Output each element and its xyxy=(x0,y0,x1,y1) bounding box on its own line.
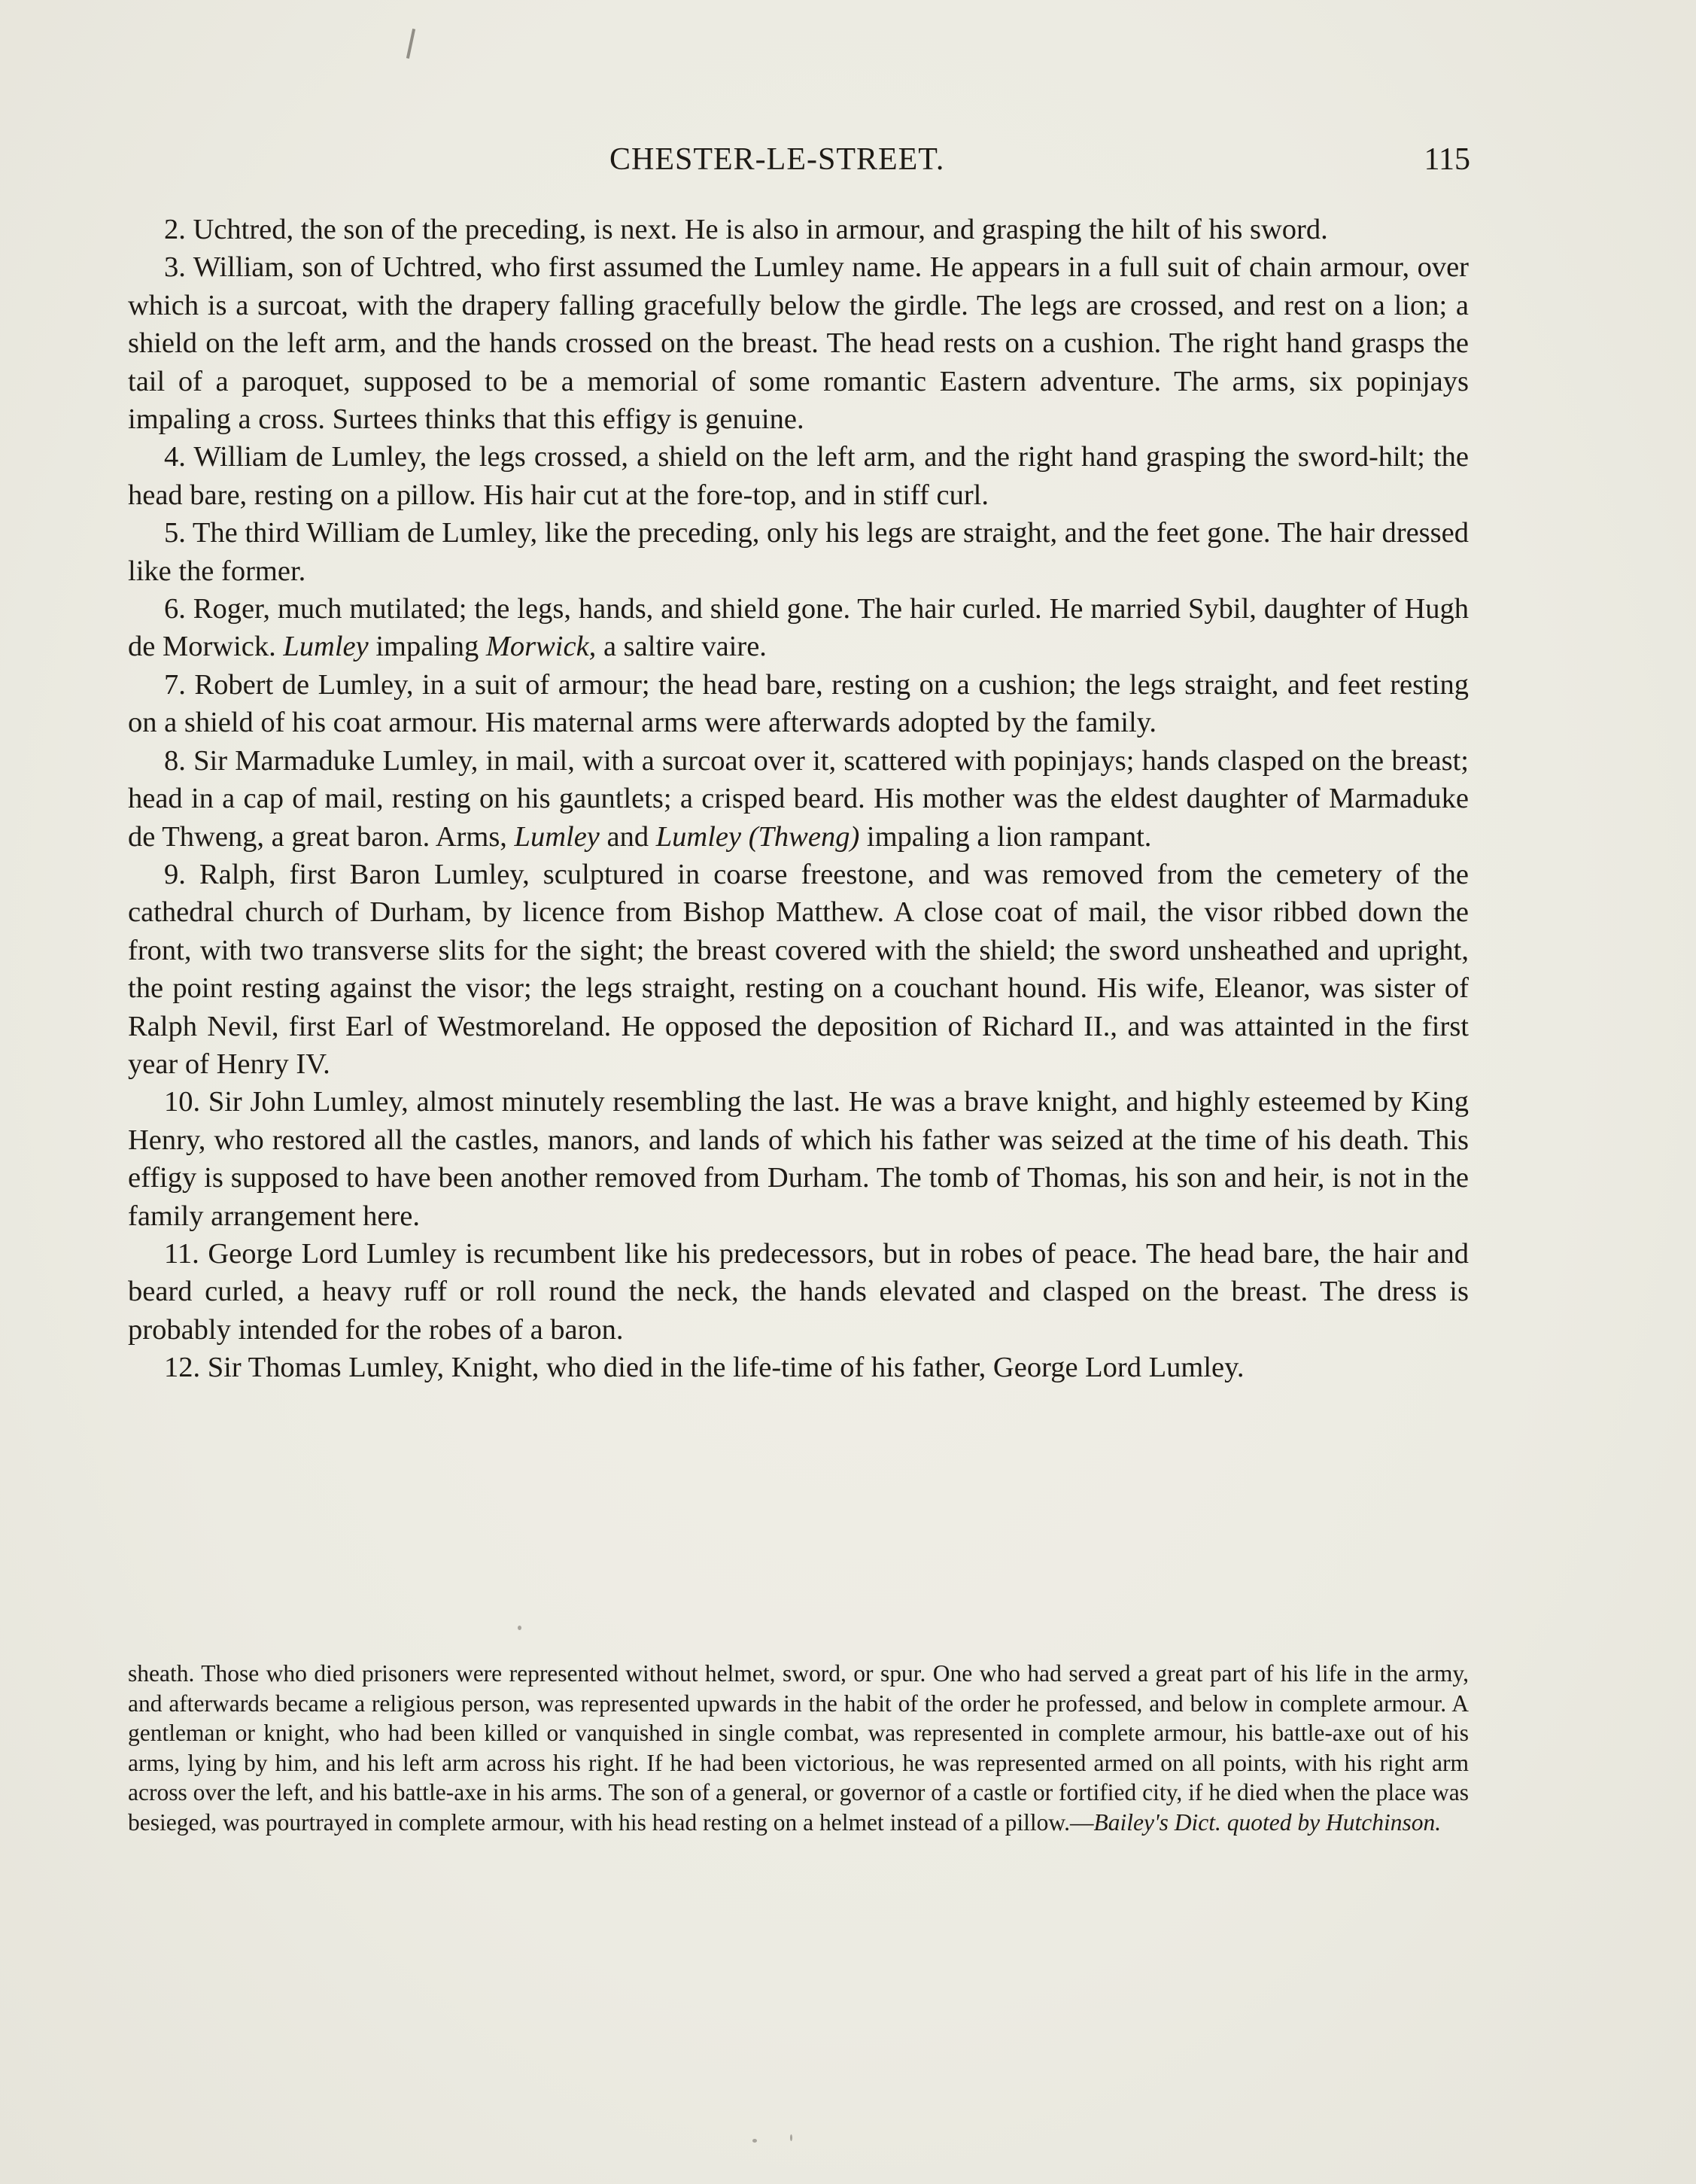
entry-text: a saltire vaire. xyxy=(603,631,767,663)
entry-7 xyxy=(128,666,1469,742)
entry-number: 5. xyxy=(164,517,186,549)
entry-number: 11. xyxy=(164,1237,199,1270)
entry-text: impaling a lion rampant. xyxy=(866,820,1152,853)
footnote-text: sheath. Those who died prisoners were represented without helmet, sword, or spur. One who had served a great part of his life in the army, and afterwards became a religious person, was represented upwards in the habit of the order he professed, and below in complete armour. A gentleman or knight, who had been killed or vanquished in single combat, was represented in complete armour, his battle-axe out of his arms, lying by him, and his left arm across his right. If he had been victorious, he was represented armed on all points, with his right arm across over the left, and his battle-axe in his arms. The son of a general, or governor of a castle or fortified city, if he died when the place was besieged, was pourtrayed in complete armour, with his head resting on a helmet instead of a pillow.— xyxy=(128,1660,1469,1836)
entry-italic: Lumley (Thweng) xyxy=(655,820,860,853)
entry-2 xyxy=(128,211,1469,248)
page-number: 115 xyxy=(1424,142,1470,177)
paper-speck xyxy=(790,2134,792,2141)
footnote-paragraph xyxy=(128,1659,1469,1837)
entry-text: and xyxy=(606,820,649,853)
entry-number: 10. xyxy=(164,1086,201,1118)
entry-11 xyxy=(128,1235,1469,1349)
entry-12 xyxy=(128,1349,1469,1386)
entry-5 xyxy=(128,514,1469,590)
entry-number: 8. xyxy=(164,744,186,777)
footnote xyxy=(128,1659,1469,1837)
entry-4 xyxy=(128,438,1469,514)
body-text xyxy=(128,211,1469,1387)
entry-text: William, son of Uchtred, who first assumed the Lumley name. He appears in a full suit of chain armour, over which is a surcoat, with the drapery falling gracefully below the girdle. The legs are crossed, and rest on a lion; a shield on the left arm, and the hands crossed on the breast. The head rests on a cushion. The right hand grasps the tail of a paroquet, supposed to be a memorial of some romantic Eastern adventure. The arms, six popinjays impaling a cross. Surtees thinks that this effigy is genuine. xyxy=(128,251,1469,436)
entry-9 xyxy=(128,856,1469,1083)
entry-text: George Lord Lumley is recumbent like his predecessors, but in robes of peace. The head bare, the hair and beard curled, a heavy ruff or roll round the neck, the hands elevated and clasped on the breast. The dress is probably intended for the robes of a baron. xyxy=(128,1237,1469,1346)
entry-text: Uchtred, the son of the preceding, is next. He is also in armour, and grasping the hilt of his sword. xyxy=(193,214,1328,245)
entry-text: impaling xyxy=(375,631,479,663)
entry-text: William de Lumley, the legs crossed, a shield on the left arm, and the right hand grasping the sword-hilt; the head bare, resting on a pillow. His hair cut at the fore-top, and in stiff curl. xyxy=(128,441,1469,511)
entry-number: 2. xyxy=(164,214,186,245)
entry-number: 6. xyxy=(164,593,186,625)
entry-italic: Lumley xyxy=(283,631,369,663)
entry-text: Ralph, first Baron Lumley, sculptured in coarse freestone, and was removed from the cemetery of the cathedral church of Durham, by licence from Bishop Matthew. A close coat of mail, the visor ribbed down the front, with two transverse slits for the sight; the breast covered with the shield; the sword unsheathed and upright, the point resting against the visor; the legs straight, resting on a couchant hound. His wife, Eleanor, was sister of Ralph Nevil, first Earl of Westmoreland. He opposed the deposition of Richard II., and was attainted in the first year of Henry IV. xyxy=(128,858,1469,1080)
footnote-citation: Bailey's Dict. quoted by Hutchinson. xyxy=(1093,1808,1442,1836)
entry-text: Sir Marmaduke Lumley, in mail, with a surcoat over it, scattered with popinjays; hands clasped on the breast; head in a cap of mail, resting on his gauntlets; a crisped beard. His mother was the eldest daughter of Marmaduke de Thweng, a great baron. Arms, xyxy=(128,744,1469,853)
entry-6 xyxy=(128,590,1469,666)
entry-number: 9. xyxy=(164,858,186,890)
entry-italic: Morwick, xyxy=(485,631,597,663)
entry-10 xyxy=(128,1083,1469,1235)
entry-number: 7. xyxy=(164,668,186,701)
entry-italic: Lumley xyxy=(514,820,600,853)
paper-speck xyxy=(752,2139,757,2143)
entry-text: Sir Thomas Lumley, Knight, who died in the life-time of his father, George Lord Lumley. xyxy=(207,1352,1245,1384)
entry-number: 3. xyxy=(164,251,186,284)
entry-8 xyxy=(128,742,1469,856)
entry-text: The third William de Lumley, like the preceding, only his legs are straight, and the feet gone. The hair dressed like the former. xyxy=(128,517,1469,587)
entry-number: 12. xyxy=(164,1352,201,1384)
paper-speck xyxy=(518,1626,521,1630)
entry-3 xyxy=(128,248,1469,438)
entry-text: Sir John Lumley, almost minutely resembling the last. He was a brave knight, and highly esteemed by King Henry, who restored all the castles, manors, and lands of which his father was seized at the time of his death. This effigy is supposed to have been another removed from Durham. The tomb of Thomas, his son and heir, is not in the family arrangement here. xyxy=(128,1086,1470,1232)
entry-number: 4. xyxy=(164,441,186,473)
running-head: CHESTER-LE-STREET. xyxy=(609,142,945,177)
entry-text: Roger, much mutilated; the legs, hands, and shield gone. The hair curled. He married Sybil, daughter of Hugh de Morwick. xyxy=(128,593,1469,663)
pencil-mark xyxy=(406,29,415,59)
entry-text: Robert de Lumley, in a suit of armour; the head bare, resting on a cushion; the legs straight, and feet resting on a shield of his coat armour. His maternal arms were afterwards adopted by the family. xyxy=(128,668,1470,739)
